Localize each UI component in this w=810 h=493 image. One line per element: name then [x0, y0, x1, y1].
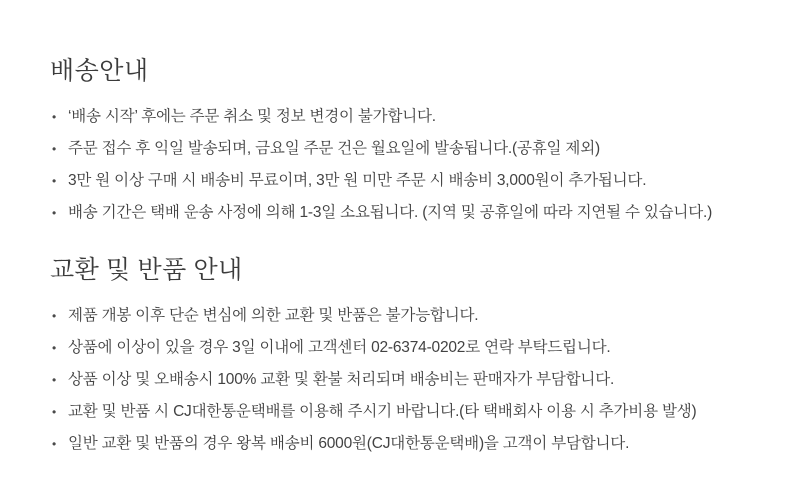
bullet-icon: • — [52, 206, 57, 220]
list-item — [50, 197, 770, 229]
shipping-info-list — [50, 101, 770, 229]
exchange-return-info-list — [50, 300, 770, 460]
list-item — [50, 396, 770, 428]
section-shipping-info — [50, 56, 770, 229]
list-item — [50, 300, 770, 332]
list-item-text: 상품에 이상이 있을 경우 3일 이내에 고객센터 02-6374-0202로 연락 부탁드립니다. — [68, 339, 611, 356]
bullet-icon: • — [52, 142, 57, 156]
list-item-text: 일반 교환 및 반품의 경우 왕복 배송비 6000원(CJ대한통운택배)을 고객이 부담합니다. — [68, 435, 630, 452]
bullet-icon: • — [52, 373, 57, 387]
list-item — [50, 428, 770, 460]
list-item — [50, 133, 770, 165]
section-title-exchange-return: 교환 및 반품 안내 — [50, 257, 243, 284]
list-item-text: 3만 원 이상 구매 시 배송비 무료이며, 3만 원 미만 주문 시 배송비 3,000원이 추가됩니다. — [68, 172, 647, 189]
bullet-icon: • — [52, 437, 57, 451]
list-item-text: 주문 접수 후 익일 발송되며, 금요일 주문 건은 월요일에 발송됩니다.(공휴일 제외) — [68, 140, 600, 157]
list-item — [50, 101, 770, 133]
bullet-icon: • — [52, 341, 57, 355]
bullet-icon: • — [52, 405, 57, 419]
list-item — [50, 364, 770, 396]
list-item-text: ‘배송 시작’ 후에는 주문 취소 및 정보 변경이 불가합니다. — [68, 108, 436, 125]
bullet-icon: • — [52, 309, 57, 323]
bullet-icon: • — [52, 110, 57, 124]
list-item-text: 교환 및 반품 시 CJ대한통운택배를 이용해 주시기 바랍니다.(타 택배회사 이용 시 추가비용 발생) — [68, 403, 697, 420]
bullet-icon: • — [52, 174, 57, 188]
list-item — [50, 332, 770, 364]
list-item-text: 상품 이상 및 오배송시 100% 교환 및 환불 처리되며 배송비는 판매자가 부담합니다. — [68, 371, 615, 388]
list-item-text: 배송 기간은 택배 운송 사정에 의해 1-3일 소요됩니다. (지역 및 공휴일에 따라 지연될 수 있습니다.) — [68, 204, 713, 221]
list-item — [50, 165, 770, 197]
section-title-shipping: 배송안내 — [50, 58, 149, 85]
list-item-text: 제품 개봉 이후 단순 변심에 의한 교환 및 반품은 불가능합니다. — [68, 307, 479, 324]
section-exchange-return-info — [50, 255, 770, 460]
